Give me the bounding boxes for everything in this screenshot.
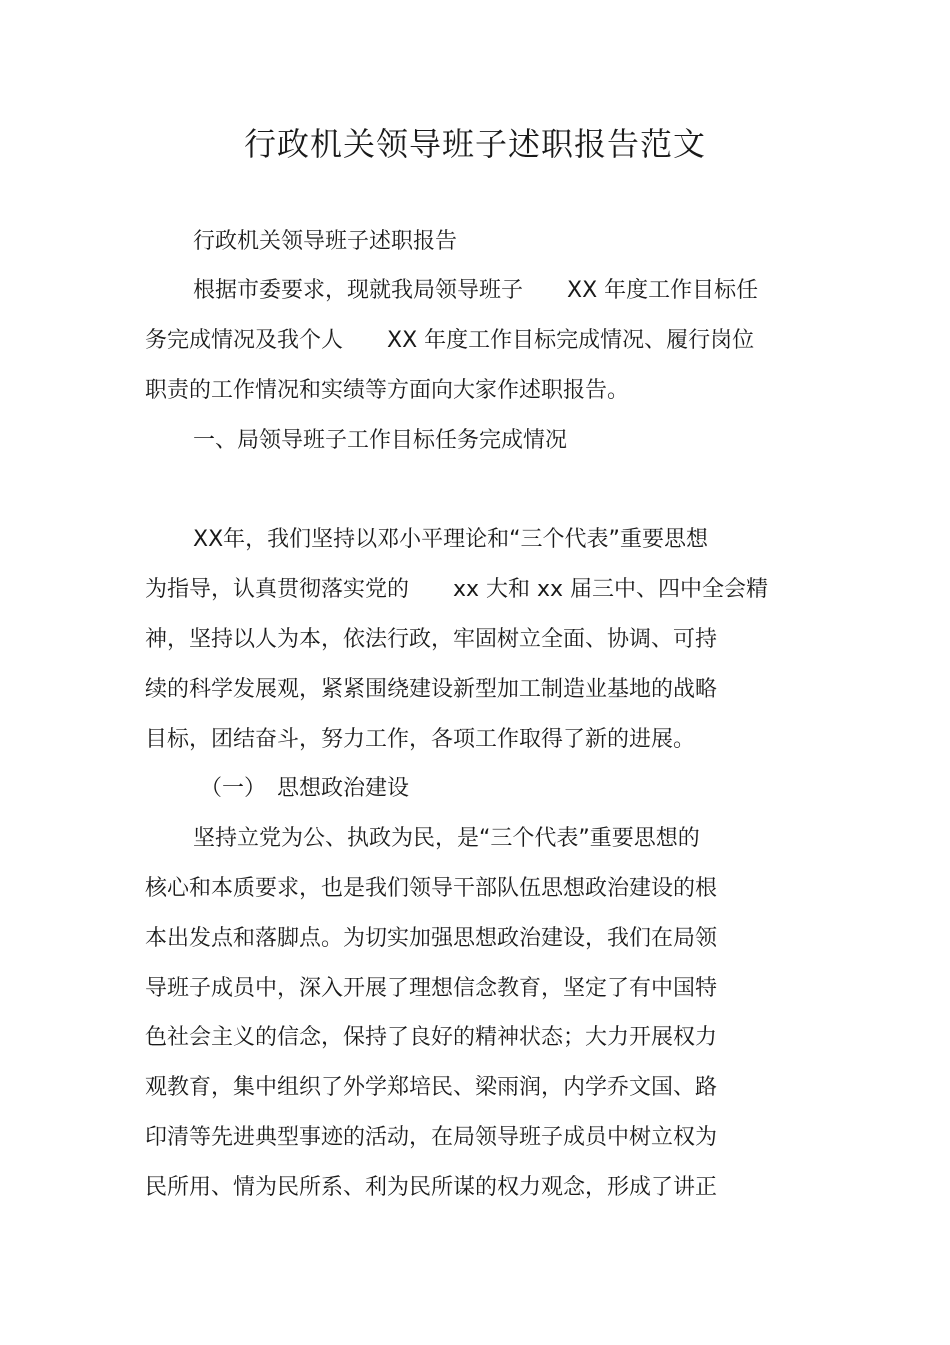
- subsection-heading: （一） 思想政治建设: [200, 776, 410, 801]
- section-heading: 一、局领导班子工作目标任务完成情况: [193, 428, 568, 453]
- paragraph-line: 务完成情况及我个人 XX 年度工作目标完成情况、履行岗位: [145, 328, 755, 353]
- paragraph-line: XX年，我们坚持以邓小平理论和“三个代表”重要思想: [193, 527, 708, 552]
- paragraph-line: 神，坚持以人为本，依法行政，牢固树立全面、协调、可持: [145, 627, 718, 652]
- paragraph-line: 为指导，认真贯彻落实党的 xx 大和 xx 届三中、四中全会精: [145, 577, 769, 602]
- paragraph-line: 目标，团结奋斗，努力工作，各项工作取得了新的进展。: [145, 727, 696, 752]
- subtitle-line: 行政机关领导班子述职报告: [193, 229, 458, 254]
- paragraph-line: 坚持立党为公、执政为民，是“三个代表”重要思想的: [193, 826, 700, 851]
- paragraph-line: 色社会主义的信念，保持了良好的精神状态；大力开展权力: [145, 1025, 718, 1050]
- paragraph-line: 印清等先进典型事迹的活动，在局领导班子成员中树立权为: [145, 1125, 718, 1150]
- document-title: 行政机关领导班子述职报告范文: [243, 125, 706, 163]
- paragraph-line: 续的科学发展观，紧紧围绕建设新型加工制造业基地的战略: [145, 677, 718, 702]
- paragraph-line: 导班子成员中，深入开展了理想信念教育，坚定了有中国特: [145, 976, 718, 1001]
- paragraph-line: 根据市委要求，现就我局领导班子 XX 年度工作目标任: [193, 278, 759, 303]
- paragraph-line: 本出发点和落脚点。为切实加强思想政治建设，我们在局领: [145, 926, 718, 951]
- paragraph-line: 观教育，集中组织了外学郑培民、梁雨润，内学乔文国、路: [145, 1075, 718, 1100]
- paragraph-line: 核心和本质要求，也是我们领导干部队伍思想政治建设的根: [145, 876, 718, 901]
- paragraph-line: 职责的工作情况和实绩等方面向大家作述职报告。: [145, 378, 630, 403]
- paragraph-line: 民所用、情为民所系、利为民所谋的权力观念，形成了讲正: [145, 1175, 718, 1200]
